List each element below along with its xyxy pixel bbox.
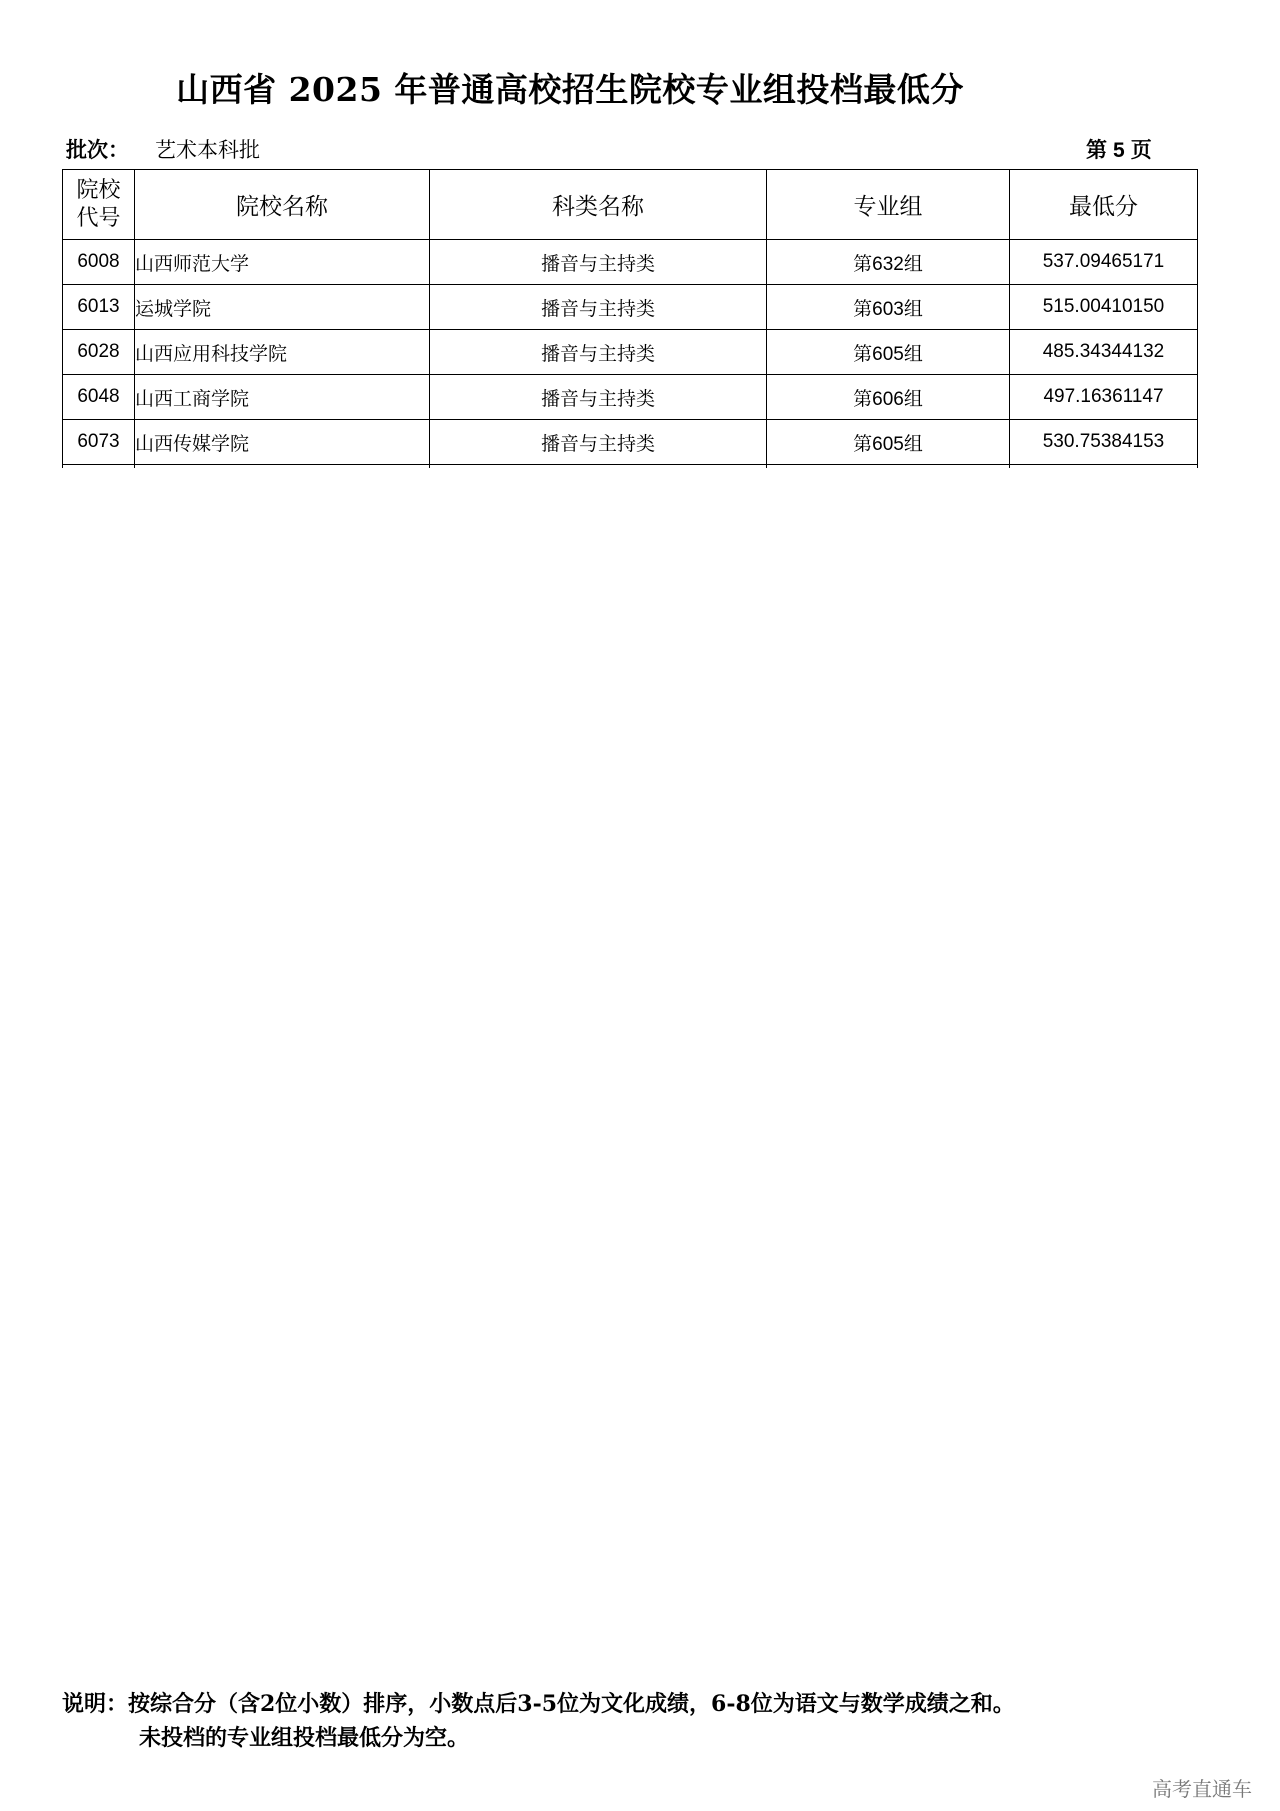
footnote xyxy=(62,1687,1015,1755)
cell-code: 6048 xyxy=(63,375,135,420)
cell-school-name: 运城学院 xyxy=(135,285,430,330)
cell-category: 播音与主持类 xyxy=(430,330,767,375)
cell-category: 播音与主持类 xyxy=(430,285,767,330)
batch-info xyxy=(66,134,260,164)
cell-score: 537.09465171 xyxy=(1010,240,1198,285)
header-score: 最低分 xyxy=(1010,170,1198,240)
cell-school-name: 山西传媒学院 xyxy=(135,420,430,465)
cell-category: 播音与主持类 xyxy=(430,420,767,465)
stub-cell xyxy=(430,465,767,469)
header-code-line2: 代号 xyxy=(76,205,121,231)
cell-group: 第605组 xyxy=(767,420,1010,465)
cell-code: 6013 xyxy=(63,285,135,330)
batch-value: 艺术本科批 xyxy=(155,138,260,162)
score-table xyxy=(62,169,1198,468)
table-header-row xyxy=(63,170,1198,240)
header-category: 科类名称 xyxy=(430,170,767,240)
cell-score: 497.16361147 xyxy=(1010,375,1198,420)
batch-label: 批次： xyxy=(66,137,129,162)
table-row xyxy=(63,240,1198,285)
cell-score: 485.34344132 xyxy=(1010,330,1198,375)
table-row xyxy=(63,375,1198,420)
page-prefix: 第 xyxy=(1086,137,1107,162)
page-number-value: 5 xyxy=(1113,139,1125,162)
page-number xyxy=(1086,134,1152,164)
footnote-line2: 未投档的专业组投档最低分为空。 xyxy=(139,1725,470,1751)
cell-group: 第632组 xyxy=(767,240,1010,285)
cell-school-name: 山西师范大学 xyxy=(135,240,430,285)
cell-category: 播音与主持类 xyxy=(430,375,767,420)
table-row xyxy=(63,330,1198,375)
document-title: 山西省 2025 年普通高校招生院校专业组投档最低分 xyxy=(176,70,964,109)
table-continuation-stub xyxy=(63,465,1198,469)
header-group: 专业组 xyxy=(767,170,1010,240)
cell-category: 播音与主持类 xyxy=(430,240,767,285)
stub-cell xyxy=(135,465,430,469)
header-code-line1: 院校 xyxy=(76,177,121,203)
page-suffix: 页 xyxy=(1130,137,1152,162)
cell-school-name: 山西应用科技学院 xyxy=(135,330,430,375)
table-row xyxy=(63,285,1198,330)
cell-school-name: 山西工商学院 xyxy=(135,375,430,420)
stub-cell xyxy=(767,465,1010,469)
header-code xyxy=(63,170,135,240)
stub-cell xyxy=(1010,465,1198,469)
table-row xyxy=(63,420,1198,465)
cell-code: 6008 xyxy=(63,240,135,285)
cell-code: 6073 xyxy=(63,420,135,465)
cell-score: 515.00410150 xyxy=(1010,285,1198,330)
header-school-name: 院校名称 xyxy=(135,170,430,240)
stub-cell xyxy=(63,465,135,469)
cell-group: 第603组 xyxy=(767,285,1010,330)
cell-group: 第605组 xyxy=(767,330,1010,375)
footnote-line1: 说明：按综合分（含2位小数）排序，小数点后3-5位为文化成绩，6-8位为语文与数学成绩之和。 xyxy=(62,1691,1015,1717)
cell-group: 第606组 xyxy=(767,375,1010,420)
cell-score: 530.75384153 xyxy=(1010,420,1198,465)
cell-code: 6028 xyxy=(63,330,135,375)
watermark: 高考直通车 xyxy=(1152,1777,1252,1801)
